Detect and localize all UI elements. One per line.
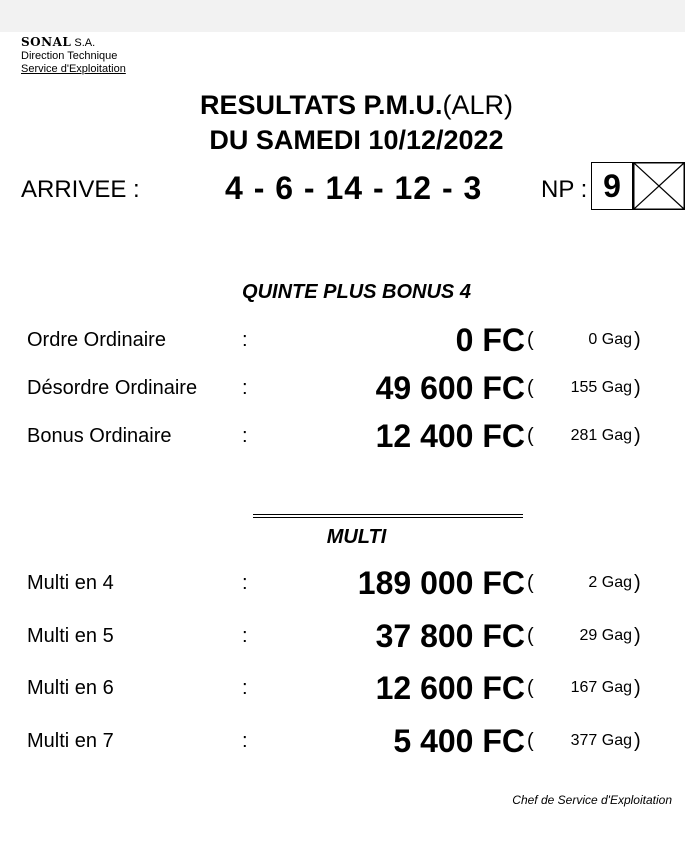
- title-suffix: (ALR): [442, 90, 514, 120]
- np-label: NP :: [541, 176, 588, 203]
- row-label: Ordre Ordinaire: [27, 329, 166, 351]
- paren-close: ): [634, 329, 641, 351]
- paren-open: (: [527, 329, 534, 351]
- row-colon: :: [242, 677, 248, 699]
- department: Direction Technique: [21, 50, 118, 62]
- paren-open: (: [527, 625, 534, 647]
- row-gag: 2 Gag: [588, 574, 632, 591]
- row-gag: 155 Gag: [570, 379, 632, 396]
- paren-close: ): [634, 677, 641, 699]
- paren-close: ): [634, 425, 641, 447]
- title-main: RESULTATS P.M.U.: [199, 90, 443, 120]
- row-colon: :: [242, 730, 248, 752]
- quinte-section-title: QUINTE PLUS BONUS 4: [242, 281, 471, 303]
- row-amount: 5 400 FC: [393, 723, 525, 759]
- cross-box-icon: [633, 162, 685, 210]
- row-label: Multi en 5: [27, 625, 114, 647]
- row-label: Bonus Ordinaire: [27, 425, 172, 447]
- row-amount: 189 000 FC: [357, 565, 525, 601]
- row-label: Multi en 4: [27, 572, 114, 594]
- row-amount: 12 400 FC: [375, 418, 525, 454]
- row-gag: 281 Gag: [570, 427, 632, 444]
- row-colon: :: [242, 377, 248, 399]
- top-bar: [0, 0, 685, 32]
- paren-open: (: [527, 377, 534, 399]
- row-label: Multi en 6: [27, 677, 114, 699]
- signature-line: Chef de Service d'Exploitation: [512, 793, 672, 807]
- section-divider: [253, 514, 523, 518]
- row-gag: 0 Gag: [588, 331, 632, 348]
- row-colon: :: [242, 625, 248, 647]
- row-amount: 12 600 FC: [375, 670, 525, 706]
- paren-close: ): [634, 572, 641, 594]
- paren-open: (: [527, 425, 534, 447]
- service-name: Service d'Exploitation: [21, 63, 126, 75]
- row-colon: :: [242, 329, 248, 351]
- row-label: Multi en 7: [27, 730, 114, 752]
- quinte-row-bonus: [0, 416, 685, 456]
- row-amount: 37 800 FC: [375, 618, 525, 654]
- company-suffix: S.A.: [74, 37, 96, 49]
- multi-row-6: [0, 668, 685, 708]
- row-gag: 29 Gag: [579, 627, 632, 644]
- row-gag: 167 Gag: [570, 679, 632, 696]
- paren-open: (: [527, 677, 534, 699]
- page-subtitle-date: DU SAMEDI 10/12/2022: [209, 125, 504, 155]
- multi-row-7: [0, 721, 685, 761]
- multi-row-4: [0, 563, 685, 603]
- row-colon: :: [242, 425, 248, 447]
- paren-close: ): [634, 377, 641, 399]
- paren-open: (: [527, 730, 534, 752]
- arrivee-label: ARRIVEE :: [21, 176, 140, 203]
- paren-close: ): [634, 625, 641, 647]
- np-value-box: 9: [591, 162, 633, 210]
- row-gag: 377 Gag: [570, 732, 632, 749]
- row-amount: 49 600 FC: [375, 370, 525, 406]
- paren-close: ): [634, 730, 641, 752]
- page-title: [0, 89, 685, 121]
- multi-row-5: [0, 616, 685, 656]
- row-colon: :: [242, 572, 248, 594]
- row-label: Désordre Ordinaire: [27, 377, 198, 399]
- quinte-row-desordre: [0, 368, 685, 408]
- multi-section-title: MULTI: [326, 526, 387, 548]
- paren-open: (: [527, 572, 534, 594]
- arrivee-numbers: 4 - 6 - 14 - 12 - 3: [225, 170, 483, 206]
- company-logo-text: SONAL: [21, 35, 72, 49]
- quinte-row-ordre: [0, 320, 685, 360]
- company-name: [21, 36, 95, 50]
- row-amount: 0 FC: [455, 322, 525, 358]
